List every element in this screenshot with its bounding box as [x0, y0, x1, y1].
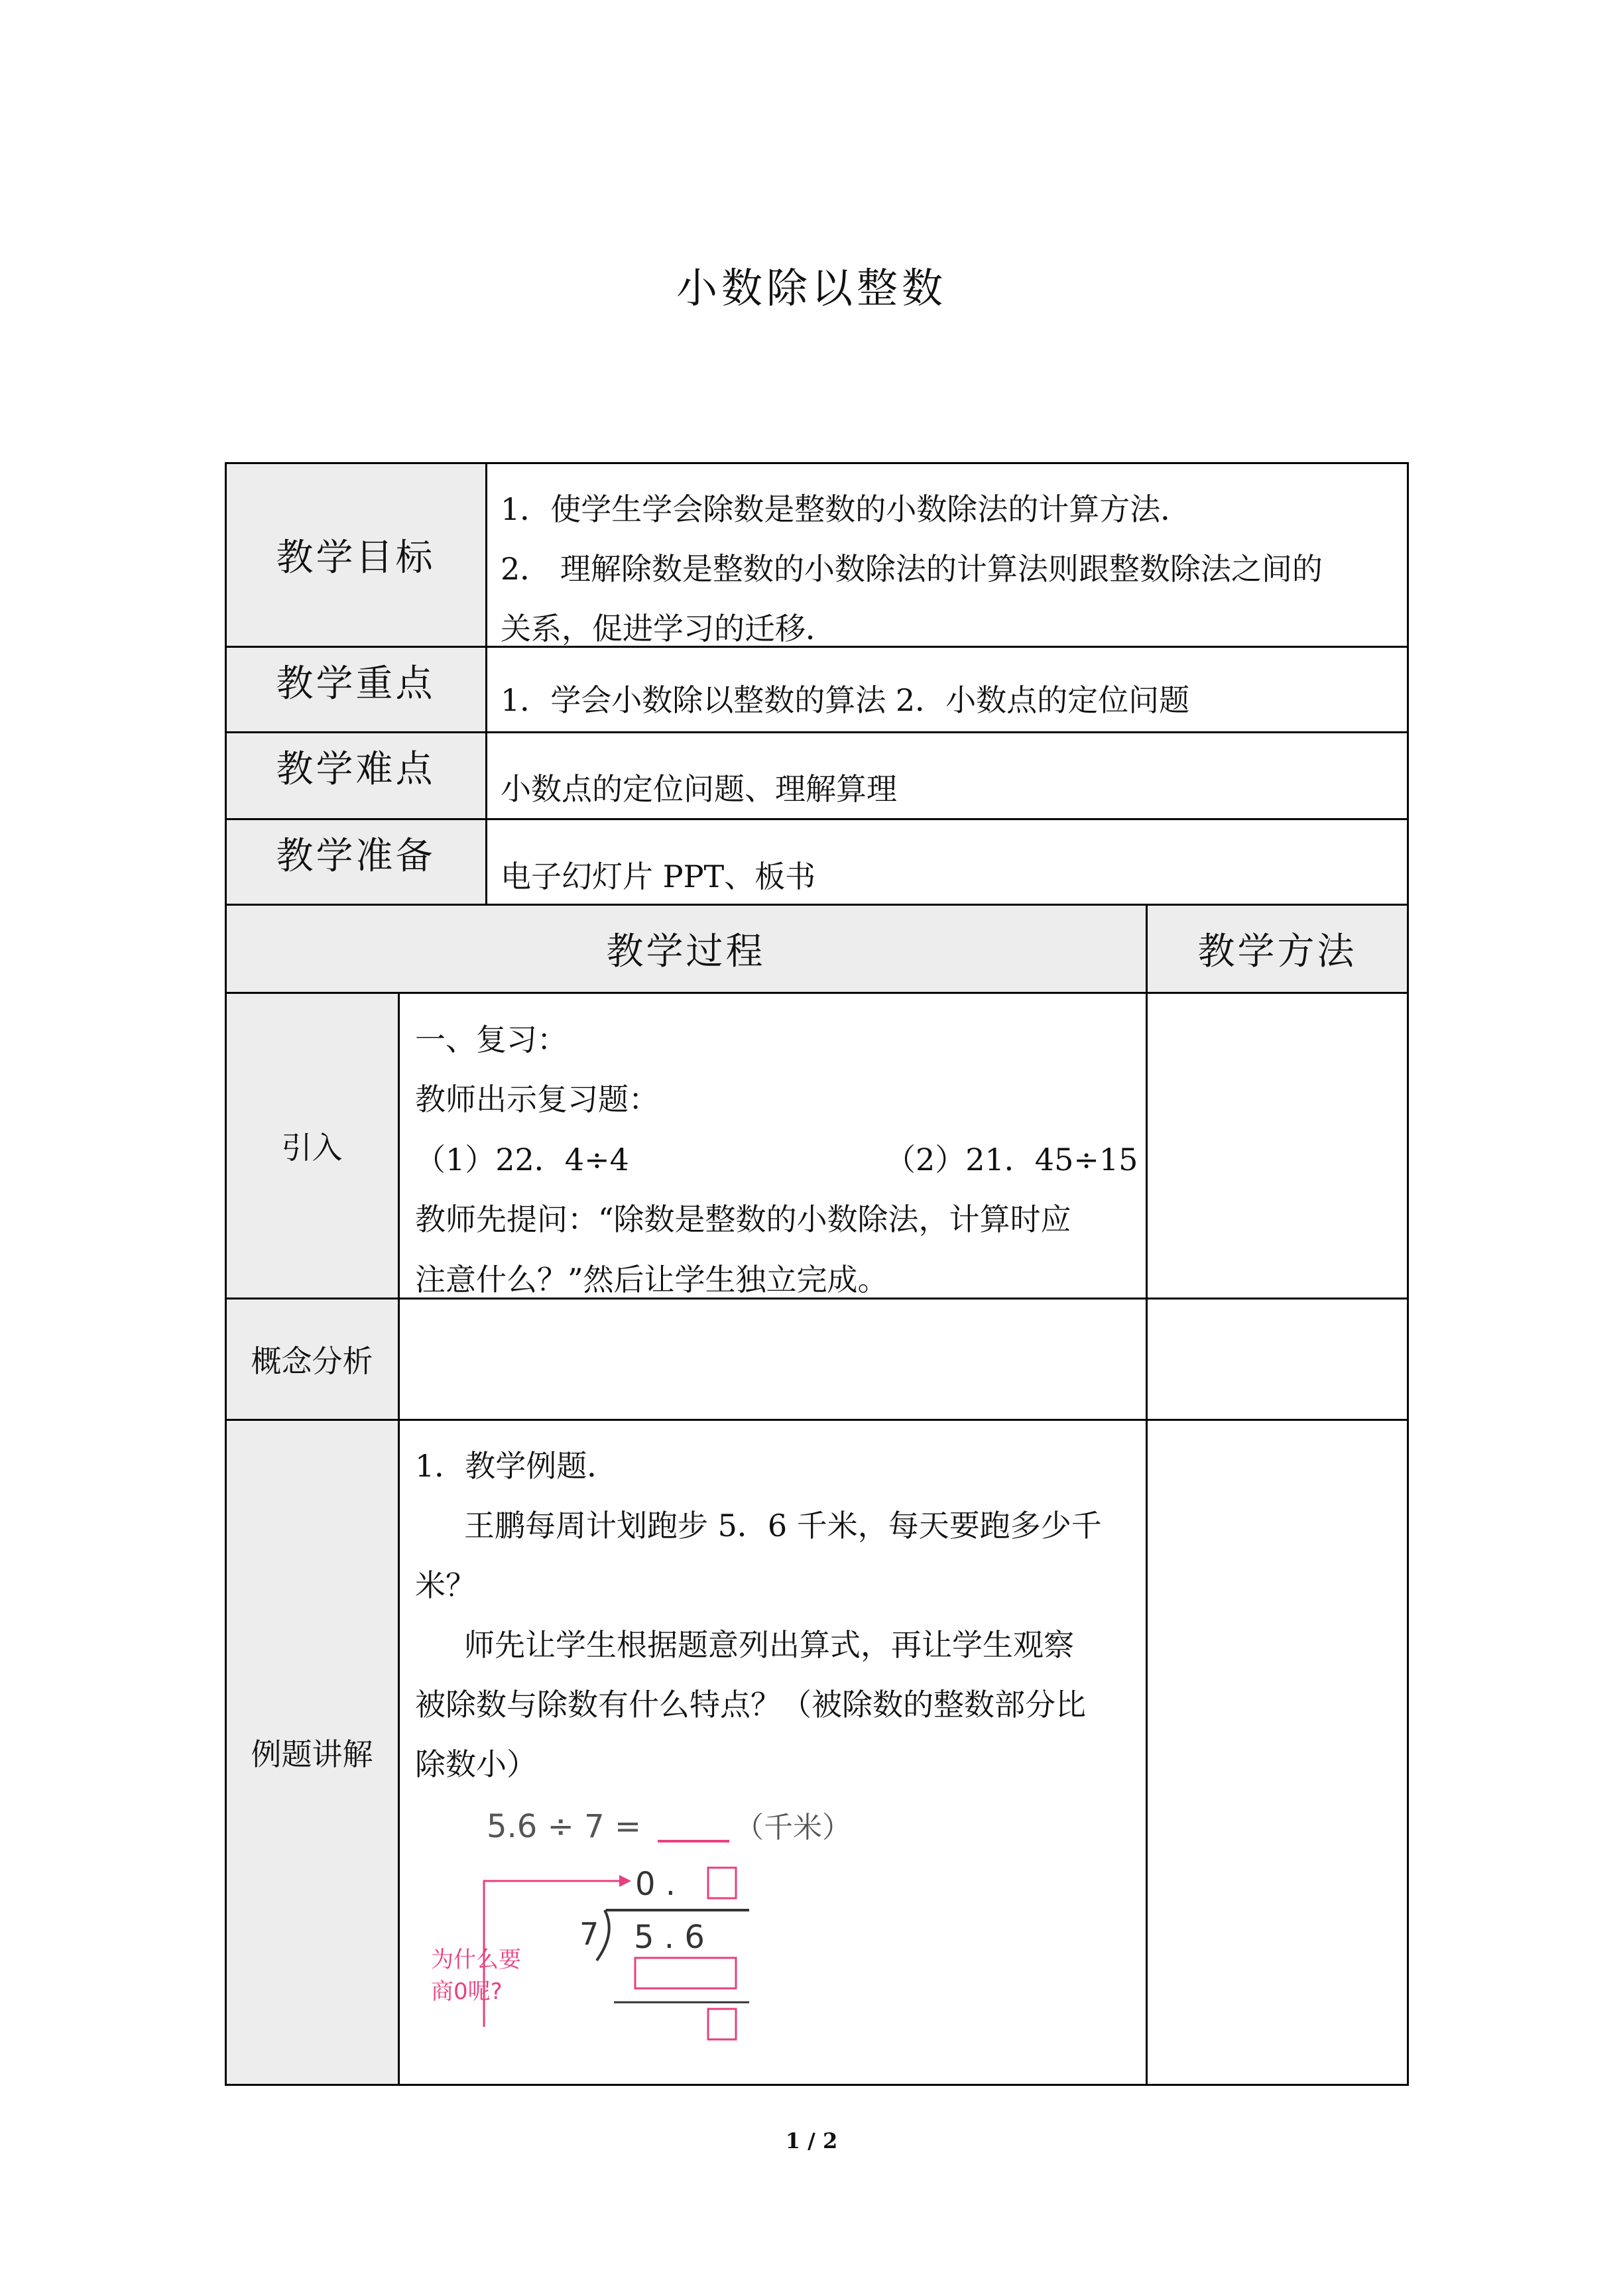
preparation-text: 电子幻灯片 PPT、板书 [501, 859, 816, 894]
figure-unit: （千米） [735, 1811, 851, 1844]
remainder-box [708, 2009, 736, 2039]
example-line-6: 除数小） [415, 1746, 537, 1782]
intro-line-5: 教师先提问：“除数是整数的小数除法，计算时应 [415, 1201, 1071, 1237]
concept-label: 概念分析 [251, 1343, 373, 1379]
preparation-label: 教学准备 [276, 835, 436, 878]
intro-problem-1: （1）22．4÷4 [415, 1142, 629, 1178]
example-line-2: 王鹏每周计划跑步 5．6 千米，每天要跑多少千 [464, 1508, 1102, 1543]
row-divider [225, 992, 1409, 994]
row-divider [225, 1419, 1409, 1421]
table-border-right [1407, 462, 1409, 2086]
example-line-4: 师先让学生根据题意列出算式，再让学生观察 [464, 1627, 1074, 1663]
difficulties-label: 教学难点 [276, 748, 436, 791]
table-border-bottom [225, 2084, 1409, 2086]
col-divider-label [485, 462, 487, 906]
col-divider-stage [398, 992, 400, 2086]
figure-note-line-1: 为什么要 [431, 1947, 521, 1973]
intro-line-6: 注意什么？”然后让学生独立完成。 [415, 1262, 888, 1298]
intro-label: 引入 [281, 1130, 343, 1166]
intro-problem-2: （2）21．45÷15 [885, 1142, 1138, 1178]
quotient-box [708, 1868, 736, 1898]
objectives-line-1: 1．使学生学会除数是整数的小数除法的计算方法． [501, 491, 1191, 527]
example-label: 例题讲解 [251, 1736, 373, 1772]
page-title: 小数除以整数 [676, 264, 947, 312]
col-divider-method [1146, 904, 1148, 2086]
objectives-line-2: 2． 理解除数是整数的小数除法的计算法则跟整数除法之间的 [501, 551, 1323, 587]
arrow-head [619, 1875, 631, 1887]
method-header: 教学方法 [1197, 930, 1357, 973]
keypoints-label: 教学重点 [276, 662, 436, 705]
process-header: 教学过程 [606, 930, 766, 973]
product-box [635, 1958, 736, 1988]
objectives-label: 教学目标 [276, 536, 436, 579]
objectives-line-3: 关系，促进学习的迁移． [501, 611, 836, 646]
figure-quotient: 0 . [635, 1866, 676, 1903]
difficulties-text: 小数点的定位问题、理解算理 [501, 771, 897, 807]
figure-note-line-2: 商0呢? [431, 1978, 503, 2005]
long-division-figure [418, 1793, 855, 2052]
page-number: 1 / 2 [785, 2128, 838, 2153]
example-line-3: 米？ [415, 1567, 476, 1603]
keypoints-text: 1．学会小数除以整数的算法 2．小数点的定位问题 [501, 682, 1190, 718]
example-line-1: 1．教学例题． [415, 1448, 618, 1484]
figure-equation: 5.6 ÷ 7 = [487, 1808, 642, 1845]
figure-dividend: 5 . 6 [634, 1919, 705, 1956]
figure-divisor: 7 [579, 1916, 599, 1952]
example-line-5: 被除数与除数有什么特点？（被除数的整数部分比 [415, 1687, 1086, 1722]
intro-line-1: 一、复习： [415, 1022, 568, 1057]
intro-line-2: 教师出示复习题： [415, 1081, 659, 1117]
